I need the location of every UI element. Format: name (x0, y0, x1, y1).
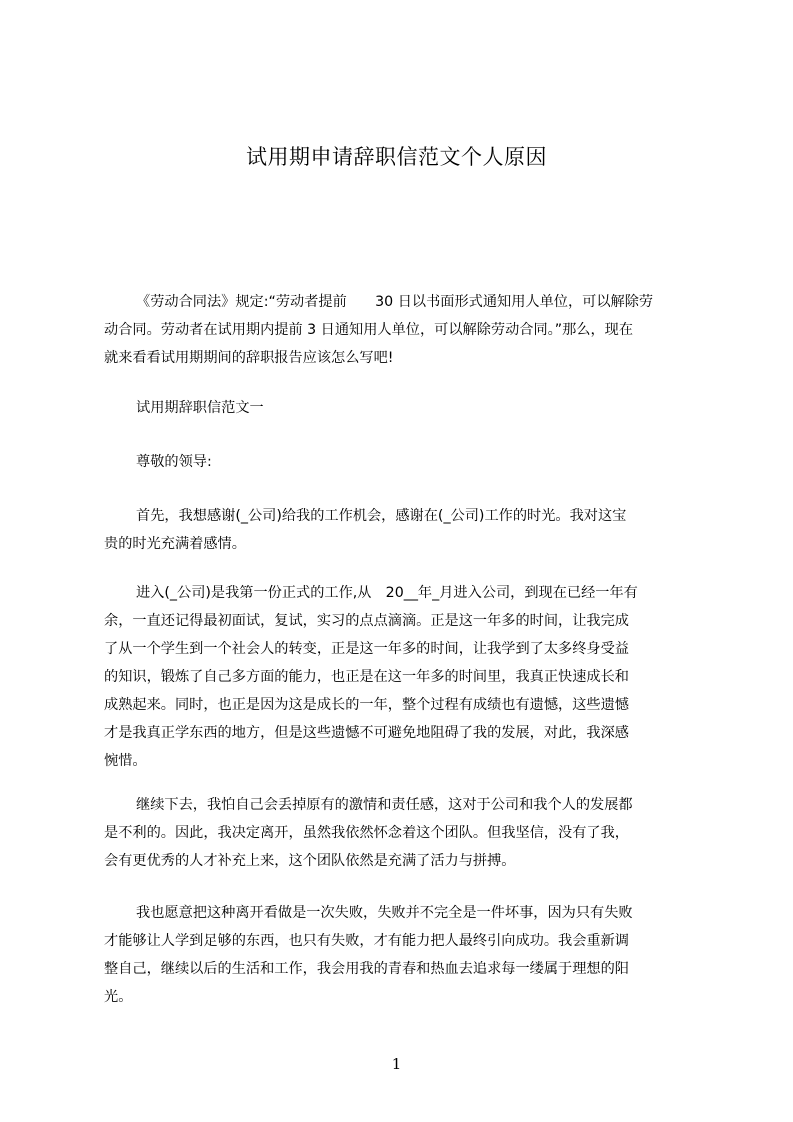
paragraph-line: 了从一个学生到一个社会人的转变，正是这一年多的时间，让我学到了太多终身受益 (104, 641, 629, 657)
paragraph-line: 惋惜。 (104, 753, 147, 769)
paragraph-line: 首先，我想感谢(_公司)给我的工作机会，感谢在(_公司)工作的时光。我对这宝 (136, 508, 627, 524)
salutation: 尊敬的领导: (136, 454, 212, 470)
section-heading: 试用期辞职信范文一 (136, 400, 264, 416)
body-paragraph (104, 579, 699, 775)
document-title: 试用期申请辞职信范文个人原因 (246, 145, 547, 169)
paragraph-line: 整自己，继续以后的生活和工作，我会用我的青春和热血去追求每一缕属于理想的阳 (104, 961, 629, 977)
intro-paragraph (104, 288, 699, 372)
page-number: 1 (391, 1055, 402, 1073)
paragraph-line: 才是我真正学东西的地方，但是这些遗憾不可避免地阻碍了我的发展，对此，我深感 (104, 725, 629, 741)
paragraph-line: 进入(_公司)是我第一份正式的工作,从 20__年_月进入公司，到现在已经一年有 (136, 585, 638, 601)
body-paragraph (104, 502, 699, 558)
body-paragraph (104, 791, 699, 875)
paragraph-line: 才能够让人学到足够的东西，也只有失败，才有能力把人最终引向成功。我会重新调 (104, 933, 629, 949)
paragraph-line: 余，一直还记得最初面试，复试，实习的点点滴滴。正是这一年多的时间，让我完成 (104, 613, 629, 629)
body-paragraph (104, 899, 699, 1011)
intro-line: 《劳动合同法》规定:“劳动者提前 30 日以书面形式通知用人单位，可以解除劳 (136, 294, 654, 310)
paragraph-line: 的知识，锻炼了自己多方面的能力，也正是在这一年多的时间里，我真正快速成长和 (104, 669, 629, 685)
paragraph-line: 会有更优秀的人才补充上来，这个团队依然是充满了活力与拼搏。 (104, 853, 516, 869)
paragraph-line: 继续下去，我怕自己会丢掉原有的激情和责任感，这对于公司和我个人的发展都 (136, 797, 633, 813)
intro-line: 就来看看试用期期间的辞职报告应该怎么写吧! (104, 350, 394, 366)
paragraph-line: 是不利的。因此，我决定离开，虽然我依然怀念着这个团队。但我坚信，没有了我， (104, 825, 629, 841)
paragraph-line: 成熟起来。同时，也正是因为这是成长的一年，整个过程有成绩也有遗憾，这些遗憾 (104, 697, 629, 713)
paragraph-line: 光。 (104, 989, 133, 1005)
intro-line: 动合同。劳动者在试用期内提前 3 日通知用人单位，可以解除劳动合同。”那么，现在 (104, 322, 634, 338)
paragraph-line: 贵的时光充满着感情。 (104, 536, 246, 552)
paragraph-line: 我也愿意把这种离开看做是一次失败，失败并不完全是一件坏事，因为只有失败 (136, 905, 633, 921)
